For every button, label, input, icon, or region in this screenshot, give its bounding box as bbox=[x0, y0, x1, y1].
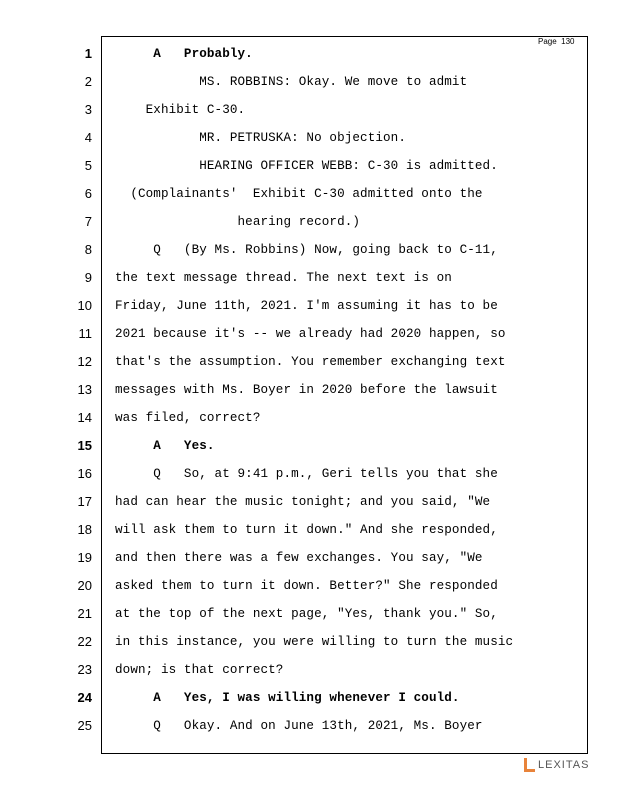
line-number: 17 bbox=[77, 494, 92, 509]
page-number bbox=[538, 37, 575, 46]
line-number: 2 bbox=[84, 74, 92, 89]
logo-text: LEXITAS bbox=[538, 759, 590, 771]
line-number: 6 bbox=[84, 186, 92, 201]
lexitas-logo bbox=[524, 756, 589, 774]
transcript-line: that's the assumption. You remember exchanging text bbox=[115, 355, 506, 369]
transcript-line: down; is that correct? bbox=[115, 663, 284, 677]
transcript-line: Q So, at 9:41 p.m., Geri tells you that she bbox=[115, 467, 498, 481]
line-number: 21 bbox=[77, 606, 92, 621]
line-number: 8 bbox=[84, 242, 92, 257]
transcript-line: (Complainants' Exhibit C-30 admitted onto the bbox=[115, 187, 483, 201]
transcript-line: had can hear the music tonight; and you said, "We bbox=[115, 495, 491, 509]
line-number: 1 bbox=[84, 46, 92, 61]
transcript-line: Q (By Ms. Robbins) Now, going back to C-11, bbox=[115, 243, 498, 257]
line-number: 20 bbox=[77, 578, 92, 593]
line-number: 16 bbox=[77, 466, 92, 481]
transcript-line: and then there was a few exchanges. You say, "We bbox=[115, 551, 483, 565]
line-number: 14 bbox=[77, 410, 92, 425]
line-number: 23 bbox=[77, 662, 92, 677]
line-number: 12 bbox=[77, 354, 92, 369]
transcript-line: HEARING OFFICER WEBB: C-30 is admitted. bbox=[115, 159, 498, 173]
transcript-line: A Yes, I was willing whenever I could. bbox=[115, 691, 460, 705]
line-number: 3 bbox=[84, 102, 92, 117]
line-number: 11 bbox=[78, 326, 92, 341]
transcript-line: Friday, June 11th, 2021. I'm assuming it has to be bbox=[115, 299, 498, 313]
transcript-line: A Yes. bbox=[115, 439, 215, 453]
line-number: 13 bbox=[77, 382, 92, 397]
transcript-line: MS. ROBBINS: Okay. We move to admit bbox=[115, 75, 468, 89]
transcript-line: 2021 because it's -- we already had 2020 happen, so bbox=[115, 327, 506, 341]
line-number: 10 bbox=[77, 298, 92, 313]
line-number: 9 bbox=[84, 270, 92, 285]
transcript-line: Q Okay. And on June 13th, 2021, Ms. Boyer bbox=[115, 719, 483, 733]
transcript-line: at the top of the next page, "Yes, thank you." So, bbox=[115, 607, 498, 621]
transcript-line: MR. PETRUSKA: No objection. bbox=[115, 131, 406, 145]
transcript-line: hearing record.) bbox=[115, 215, 361, 229]
line-number: 22 bbox=[77, 634, 92, 649]
transcript-line: asked them to turn it down. Better?" She responded bbox=[115, 579, 498, 593]
transcript-line: the text message thread. The next text is on bbox=[115, 271, 452, 285]
line-number: 19 bbox=[77, 550, 92, 565]
line-number: 15 bbox=[77, 438, 92, 453]
page-number-value: 130 bbox=[561, 37, 575, 46]
transcript-line: Exhibit C-30. bbox=[115, 103, 246, 117]
line-number: 7 bbox=[84, 214, 92, 229]
transcript-line: was filed, correct? bbox=[115, 411, 261, 425]
transcript-line: will ask them to turn it down." And she responded, bbox=[115, 523, 498, 537]
line-number: 5 bbox=[84, 158, 92, 173]
line-number: 4 bbox=[84, 130, 92, 145]
transcript-line: messages with Ms. Boyer in 2020 before the lawsuit bbox=[115, 383, 498, 397]
page-label-text: Page bbox=[538, 37, 557, 46]
line-number: 25 bbox=[77, 718, 92, 733]
line-number: 18 bbox=[77, 522, 92, 537]
line-number: 24 bbox=[77, 690, 92, 705]
transcript-line: A Probably. bbox=[115, 47, 253, 61]
transcript-line: in this instance, you were willing to turn the music bbox=[115, 635, 514, 649]
lexitas-logo-icon bbox=[524, 758, 535, 772]
